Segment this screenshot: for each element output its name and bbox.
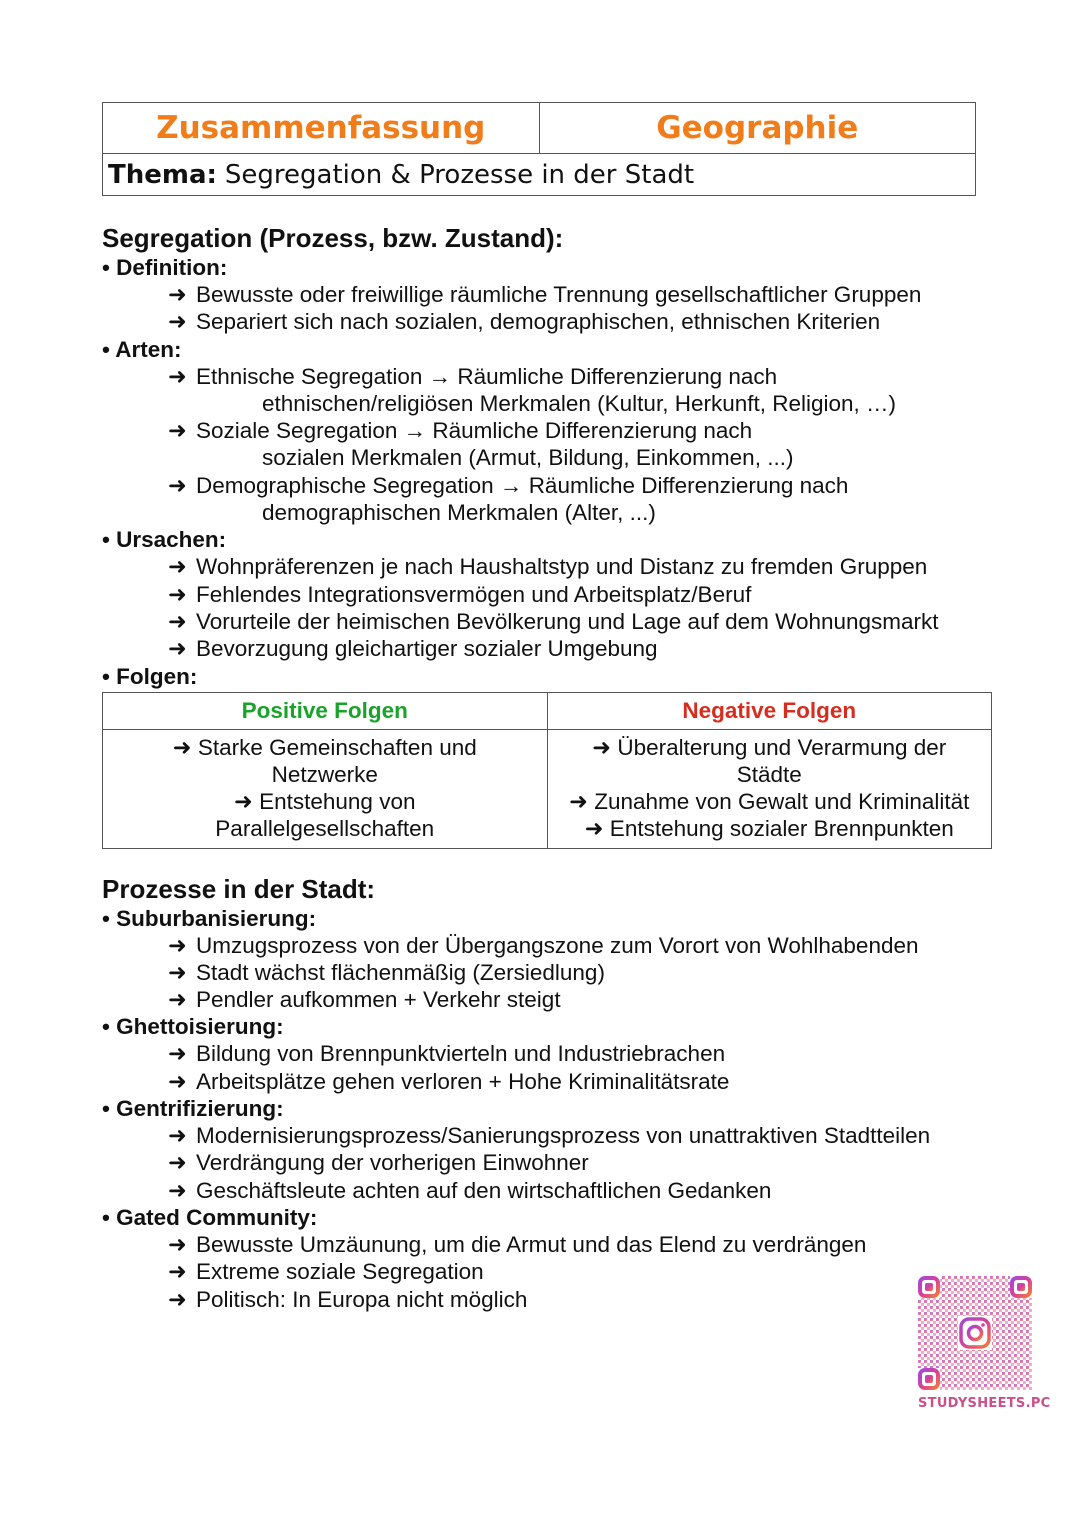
arrow-icon: ➜ xyxy=(168,1286,187,1312)
gated-community-heading: • Gated Community: xyxy=(102,1204,318,1230)
arrow-icon: ➜ xyxy=(168,932,187,958)
section-title-prozesse: Prozesse in der Stadt: xyxy=(102,873,376,904)
arrow-icon: ➜ xyxy=(168,1150,187,1176)
gentrifizierung-heading: • Gentrifizierung: xyxy=(102,1096,284,1122)
arrow-icon: ➜ xyxy=(168,959,187,985)
arrow-icon: ➜ xyxy=(168,472,187,498)
positive-folgen-header: Positive Folgen xyxy=(103,692,548,729)
list-item: ➜ Umzugsprozess von der Übergangszone zum Vorort von Wohlhabenden xyxy=(168,932,919,958)
table-line: ➜ Entstehung von xyxy=(234,789,416,815)
list-item-continuation: sozialen Merkmalen (Armut, Bildung, Einkommen, ...) xyxy=(262,445,794,471)
arrow-icon: ➜ xyxy=(168,1123,187,1149)
arrow-icon: ➜ xyxy=(168,581,187,607)
qr-caption: STUDYSHEETS.PC xyxy=(918,1396,1051,1411)
arrow-icon: ➜ xyxy=(168,418,187,444)
arrow-icon: ➜ xyxy=(168,987,187,1013)
folgen-heading: • Folgen: xyxy=(102,663,198,689)
suburbanisierung-heading: • Suburbanisierung: xyxy=(102,905,317,931)
arrow-icon: ➜ xyxy=(168,636,187,662)
list-item: ➜ Wohnpräferenzen je nach Haushaltstyp und Distanz zu fremden Gruppen xyxy=(168,554,928,580)
list-item: ➜ Demographische Segregation → Räumliche Differenzierung nach xyxy=(168,472,849,498)
arrow-icon: ➜ xyxy=(168,1068,187,1094)
list-item: ➜ Fehlendes Integrationsvermögen und Arbeitsplatz/Beruf xyxy=(168,581,752,607)
list-item: ➜ Bewusste Umzäunung, um die Armut und das Elend zu verdrängen xyxy=(168,1231,867,1257)
ghettoisierung-heading: • Ghettoisierung: xyxy=(102,1014,284,1040)
list-item: ➜ Arbeitsplätze gehen verloren + Hohe Kriminalitätsrate xyxy=(168,1068,730,1094)
list-item: ➜ Verdrängung der vorherigen Einwohner xyxy=(168,1150,589,1176)
table-line: Parallelgesellschaften xyxy=(215,816,435,842)
arten-heading: • Arten: xyxy=(102,336,182,362)
list-item-continuation: demographischen Merkmalen (Alter, ...) xyxy=(262,500,656,526)
list-item: ➜ Bewusste oder freiwillige räumliche Trennung gesellschaftlicher Gruppen xyxy=(168,282,922,307)
arrow-icon: ➜ xyxy=(168,554,187,580)
header-title-row xyxy=(103,103,975,154)
definition-heading: • Definition: xyxy=(102,255,228,280)
topic-label: Thema: xyxy=(108,160,217,190)
summary-title: Zusammenfassung xyxy=(156,110,486,146)
arrow-icon: ➜ xyxy=(168,363,187,389)
list-item: ➜ Soziale Segregation → Räumliche Differenzierung nach xyxy=(168,418,753,444)
list-item-continuation: ethnischen/religiösen Merkmalen (Kultur, Herkunft, Religion, …) xyxy=(262,390,897,416)
table-line: ➜ Überalterung und Verarmung der xyxy=(592,734,947,760)
list-item: ➜ Vorurteile der heimischen Bevölkerung und Lage auf dem Wohnungsmarkt xyxy=(168,608,939,634)
main-content xyxy=(102,222,1002,1313)
topic-row xyxy=(103,154,975,196)
negative-folgen-header: Negative Folgen xyxy=(547,692,992,729)
header-table xyxy=(102,102,976,196)
positive-folgen-cell xyxy=(103,729,548,848)
arrow-icon: ➜ xyxy=(168,608,187,634)
subject-title: Geographie xyxy=(539,103,976,153)
arrow-icon: ➜ xyxy=(168,1177,187,1203)
table-line: Netzwerke xyxy=(271,761,378,787)
negative-folgen-cell xyxy=(547,729,992,848)
arrow-icon: ➜ xyxy=(168,282,187,307)
arrow-icon: ➜ xyxy=(168,1041,187,1067)
table-line: Städte xyxy=(736,761,802,787)
list-item: ➜ Extreme soziale Segregation xyxy=(168,1259,484,1285)
qr-code-block[interactable] xyxy=(918,1276,1051,1411)
list-item: ➜ Geschäftsleute achten auf den wirtschaftlichen Gedanken xyxy=(168,1177,772,1203)
section-title-segregation: Segregation (Prozess, bzw. Zustand): xyxy=(102,223,564,253)
list-item: ➜ Pendler aufkommen + Verkehr steigt xyxy=(168,987,561,1013)
list-item: ➜ Separiert sich nach sozialen, demographischen, ethnischen Kriterien xyxy=(168,309,881,335)
list-item: ➜ Ethnische Segregation → Räumliche Differenzierung nach xyxy=(168,363,778,389)
folgen-table xyxy=(102,692,992,849)
table-line: ➜ Zunahme von Gewalt und Kriminalität xyxy=(569,789,970,815)
list-item: ➜ Bevorzugung gleichartiger sozialer Umgebung xyxy=(168,636,658,662)
arrow-icon: ➜ xyxy=(168,1231,187,1257)
list-item: ➜ Stadt wächst flächenmäßig (Zersiedlung) xyxy=(168,959,605,985)
ursachen-heading: • Ursachen: xyxy=(102,527,227,553)
qr-code[interactable] xyxy=(918,1276,1032,1390)
arrow-icon: ➜ xyxy=(168,1259,187,1285)
qr-code-graphic xyxy=(918,1276,1032,1390)
list-item: ➜ Politisch: In Europa nicht möglich xyxy=(168,1286,528,1312)
list-item: ➜ Bildung von Brennpunktvierteln und Industriebrachen xyxy=(168,1041,726,1067)
table-line: ➜ Starke Gemeinschaften und xyxy=(172,734,477,760)
arrow-icon: ➜ xyxy=(168,309,187,335)
list-item: ➜ Modernisierungsprozess/Sanierungsprozess von unattraktiven Stadtteilen xyxy=(168,1123,931,1149)
topic-text: Segregation & Prozesse in der Stadt xyxy=(224,160,695,190)
table-line: ➜ Entstehung sozialer Brennpunkten xyxy=(584,816,954,842)
